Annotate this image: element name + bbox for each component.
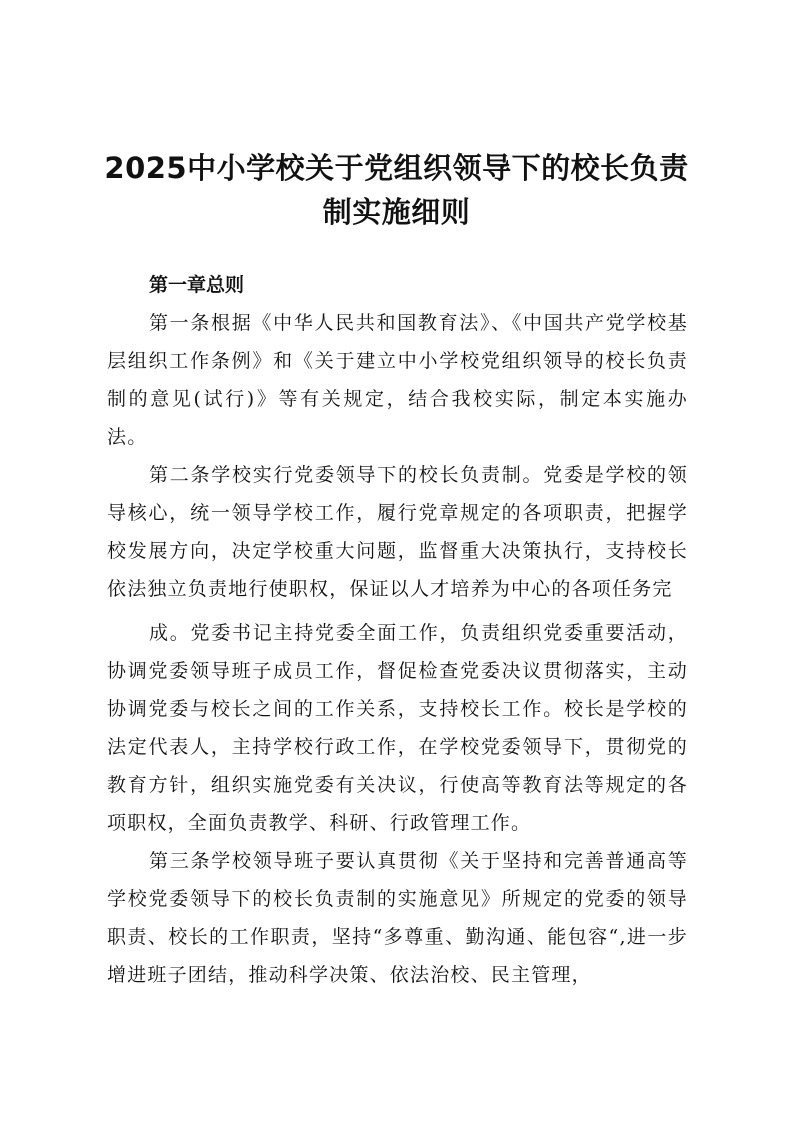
article-1-paragraph: 第一条根据《中华人民共和国教育法》、《中国共产党学校基层组织工作条例》和《关于建立中小学校党组织领导的校长负责制的意见(试行)》等有关规定，结合我校实际，制定本实施办法。 <box>107 312 688 448</box>
article-2-paragraph: 第二条学校实行党委领导下的校长负责制。党委是学校的领导核心，统一领导学校工作，履行党章规定的各项职责，把握学校发展方向，决定学校重大问题，监督重大决策执行，支持校长依法独立负责地行使职权，保证以人才培养为中心的各项任务完 <box>107 464 688 600</box>
article-2-continuation-paragraph: 成。党委书记主持党委全面工作，负责组织党委重要活动，协调党委领导班子成员工作，督促检查党委决议贯彻落实，主动协调党委与校长之间的工作关系，支持校长工作。校长是学校的法定代表人，主持学校行政工作，在学校党委领导下，贯彻党的教育方针，组织实施党委有关决议，行使高等教育法等规定的各项职权，全面负责教学、科研、行政管理工作。 <box>107 622 688 834</box>
title-line-2: 制实施细则 <box>322 195 471 229</box>
title-line-1: 2025中小学校关于党组织领导下的校长负责 <box>104 151 689 185</box>
article-3-paragraph: 第三条学校领导班子要认真贯彻《关于坚持和完善普通高等学校党委领导下的校长负责制的实施意见》所规定的党委的领导职责、校长的工作职责，坚持“多尊重、勤沟通、能包容“,进一步增进班子团结，推动科学决策、依法治校、民主管理， <box>107 850 688 986</box>
chapter-heading: 第一章总则 <box>149 274 245 296</box>
document-title <box>100 146 693 234</box>
document-body <box>107 266 688 994</box>
